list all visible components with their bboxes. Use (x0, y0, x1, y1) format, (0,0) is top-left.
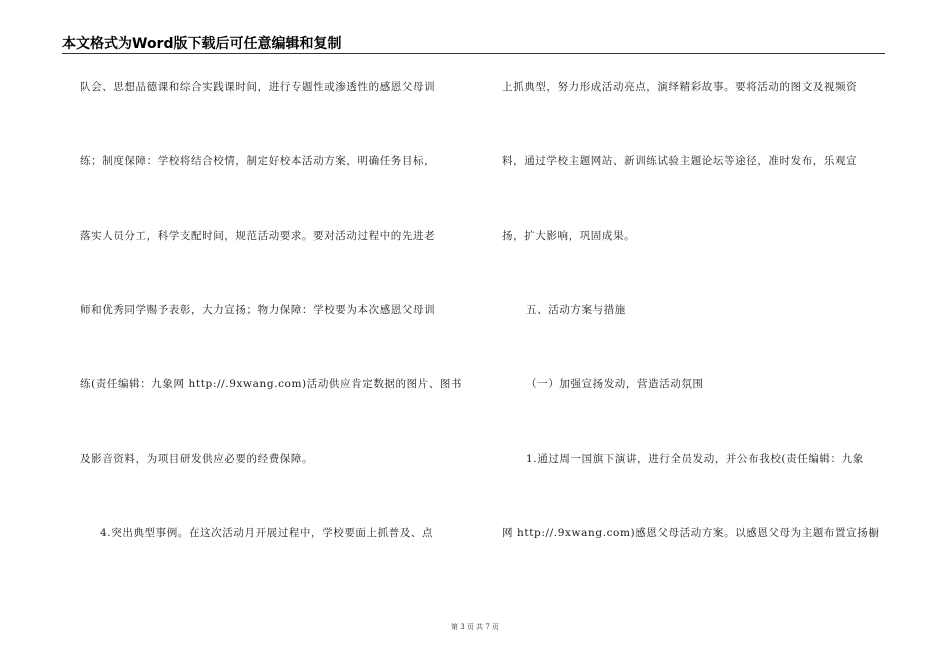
header-divider (62, 53, 885, 54)
left-line-6: 及影音资料，为项目研发供应必要的经费保障。 (80, 453, 314, 465)
left-line-3: 落实人员分工，科学支配时间，规范活动要求。要对活动过程中的先进老 (80, 230, 436, 242)
document-header-title: 本文格式为Word版下载后可任意编辑和复制 (62, 36, 342, 52)
right-line-7: 网 http://.9xwang.com)感恩父母活动方案。以感恩父母为主题布置宣扬橱 (502, 527, 880, 539)
right-subsection-heading: （一）加强宣扬发动，营造活动氛围 (526, 378, 704, 390)
left-line-4: 师和优秀同学赐予表彰，大力宣扬；物力保障：学校要为本次感恩父母训 (80, 304, 436, 316)
page-number-footer: 第 3 页 共 7 页 (450, 623, 500, 631)
left-line-7: 4.突出典型事例。在这次活动月开展过程中，学校要面上抓普及、点 (100, 527, 434, 539)
left-line-2: 练；制度保障：学校将结合校情，制定好校本活动方案，明确任务目标， (80, 155, 436, 167)
left-line-1: 队会、思想品德课和综合实践课时间，进行专题性或渗透性的感恩父母训 (80, 81, 436, 93)
right-line-3: 扬，扩大影响，巩固成果。 (502, 230, 636, 242)
left-line-5: 练(责任编辑：九象网 http://.9xwang.com)活动供应肯定数据的图片、图书 (80, 378, 463, 390)
right-line-2: 料，通过学校主题网站、新训练试验主题论坛等途径，准时发布，乐观宣 (502, 155, 858, 167)
right-section-heading: 五、活动方案与措施 (526, 304, 626, 316)
right-line-1: 上抓典型，努力形成活动亮点，演绎精彩故事。要将活动的图文及视频资 (502, 81, 858, 93)
right-line-6: 1.通过周一国旗下演讲，进行全员发动，并公布我校(责任编辑：九象 (526, 453, 864, 465)
